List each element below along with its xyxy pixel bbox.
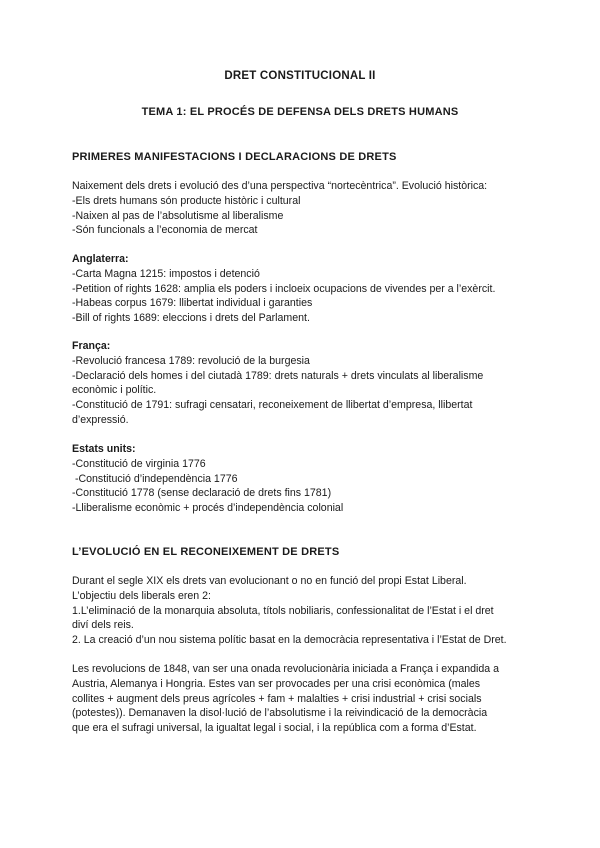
intro-line: Naixement dels drets i evolució des d’una perspectiva “nortecèntrica”. Evolució històrica: xyxy=(72,180,488,192)
franca-block xyxy=(72,339,542,428)
anglaterra-item: -Petition of rights 1628: amplia els poders i incloeix ocupacions de vivendes per a l’exèrcit. xyxy=(72,282,496,295)
estats-block xyxy=(72,442,542,516)
intro-line: -Els drets humans són producte històric i cultural xyxy=(72,194,301,207)
para-line: 1.L’eliminació de la monarquia absoluta, títols nobiliaris, confessionalitat de l’Estat i el dret xyxy=(72,604,494,617)
intro-line: -Són funcionals a l’economia de mercat xyxy=(72,224,258,237)
anglaterra-item: -Carta Magna 1215: impostos i detenció xyxy=(72,267,260,280)
estats-item: -Constitució d’independència 1776 xyxy=(72,472,238,485)
estats-heading: Estats units: xyxy=(72,443,136,455)
estats-item: -Constitució de virginia 1776 xyxy=(72,457,206,470)
anglaterra-item: -Bill of rights 1689: eleccions i drets del Parlament. xyxy=(72,312,310,325)
para-line: collites + augment dels preus agrícoles + fam + malalties + crisi industrial + crisi socials xyxy=(72,692,482,705)
anglaterra-item: -Habeas corpus 1679: llibertat individual i garanties xyxy=(72,297,313,310)
estats-item: -Lliberalisme econòmic + procés d’independència colonial xyxy=(72,502,344,515)
para-line: Les revolucions de 1848, van ser una onada revolucionària iniciada a França i expandida a xyxy=(72,663,499,675)
section1-intro xyxy=(72,179,542,238)
document-title: DRET CONSTITUCIONAL II xyxy=(224,70,376,82)
para-line: 2. La creació d’un nou sistema polític basat en la democràcia representativa i l’Estat de Dret. xyxy=(72,634,507,647)
anglaterra-block xyxy=(72,252,542,326)
franca-item: econòmic i polític. xyxy=(72,384,157,397)
para-line: diví dels reis. xyxy=(72,619,134,632)
anglaterra-heading: Anglaterra: xyxy=(72,253,129,265)
estats-item: -Constitució 1778 (sense declaració de drets fins 1781) xyxy=(72,487,332,500)
section1-heading: PRIMERES MANIFESTACIONS I DECLARACIONS DE DRETS xyxy=(72,151,397,163)
para-line: (potestes)). Demanaven la disol·lució de l’absolutisme i la reivindicació de la democràcia xyxy=(72,707,488,720)
section2-heading: L’EVOLUCIÓ EN EL RECONEIXEMENT DE DRETS xyxy=(72,546,340,558)
franca-item: -Revolució francesa 1789: revolució de la burgesia xyxy=(72,354,310,367)
para-line: Durant el segle XIX els drets van evolucionant o no en funció del propi Estat Liberal. xyxy=(72,575,467,587)
intro-line: -Naixen al pas de l’absolutisme al liberalisme xyxy=(72,209,284,222)
franca-heading: França: xyxy=(72,340,111,352)
franca-item: -Constitució de 1791: sufragi censatari, reconeixement de llibertat d’empresa, llibertat xyxy=(72,399,473,412)
para-line: Austria, Alemanya i Hongria. Estes van ser provocades per una crisi econòmica (males xyxy=(72,677,481,690)
document-subtitle: TEMA 1: EL PROCÉS DE DEFENSA DELS DRETS HUMANS xyxy=(141,106,459,118)
para-line: L’objectiu dels liberals eren 2: xyxy=(72,589,211,602)
franca-item: -Declaració dels homes i del ciutadà 1789: drets naturals + drets vinculats al liberalisme xyxy=(72,369,484,382)
section2-para1 xyxy=(72,574,542,648)
franca-item: d’expressió. xyxy=(72,413,129,426)
para-line: que era el sufragi universal, la igualtat legal i social, i la república com a forma d’Estat. xyxy=(72,722,477,735)
section2-para2 xyxy=(72,662,542,736)
